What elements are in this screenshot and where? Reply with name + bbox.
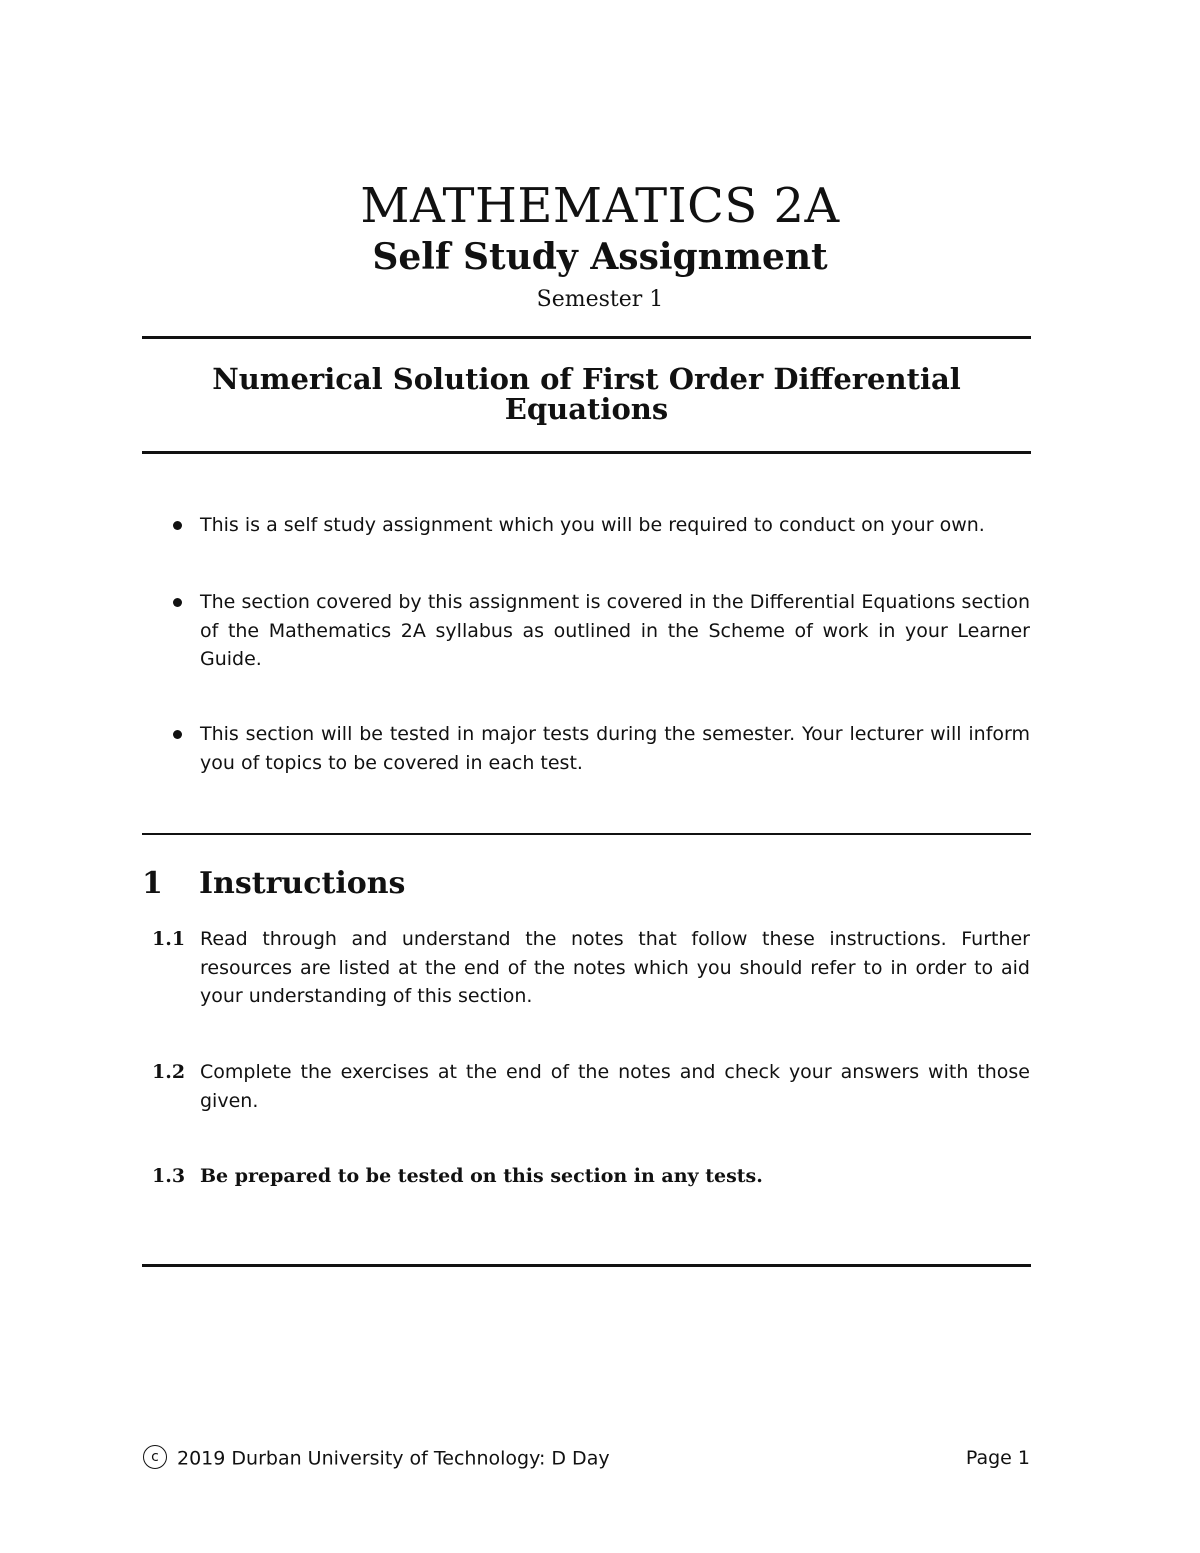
bullet-icon	[173, 730, 182, 739]
bullet-item: This is a self study assignment which you will be required to conduct on your own.	[200, 514, 985, 536]
page-number: Page 1	[965, 1447, 1030, 1469]
bullet-icon	[173, 521, 182, 530]
bullet-item: This section will be tested in major tests during the semester. Your lecturer will inform you of topics to be covered in each test.	[200, 723, 1030, 774]
section-number: 1	[142, 866, 163, 901]
title-divider-bottom	[142, 451, 1031, 454]
instruction-item: Be prepared to be tested on this section in any tests.	[200, 1165, 763, 1187]
section-heading	[142, 866, 405, 901]
document-title: MATHEMATICS 2A	[360, 178, 840, 234]
copyright-notice	[143, 1447, 610, 1471]
topic-title: Numerical Solution of First Order Differential Equations	[212, 362, 961, 426]
footer-divider	[142, 1264, 1031, 1267]
bullet-item: The section covered by this assignment is covered in the Differential Equations section of the Mathematics 2A syllabus as outlined in the Scheme of work in your Learner Guide.	[200, 591, 1030, 670]
instruction-item: Complete the exercises at the end of the notes and check your answers with those given.	[200, 1061, 1030, 1112]
instruction-item: Read through and understand the notes that follow these instructions. Further resources are listed at the end of the notes which you should refer to in order to aid your understanding of this section.	[200, 928, 1030, 1007]
copyright-text: 2019 Durban University of Technology: D Day	[177, 1447, 610, 1470]
document-subtitle: Self Study Assignment	[372, 236, 828, 278]
item-number: 1.2	[152, 1061, 186, 1083]
section-title: Instructions	[199, 866, 406, 901]
item-number: 1.3	[152, 1165, 186, 1187]
item-number: 1.1	[152, 928, 186, 950]
copyright-icon: c	[143, 1445, 167, 1469]
semester-label: Semester 1	[536, 287, 664, 312]
title-divider-top	[142, 336, 1031, 339]
section-divider	[142, 833, 1031, 835]
bullet-icon	[173, 598, 182, 607]
